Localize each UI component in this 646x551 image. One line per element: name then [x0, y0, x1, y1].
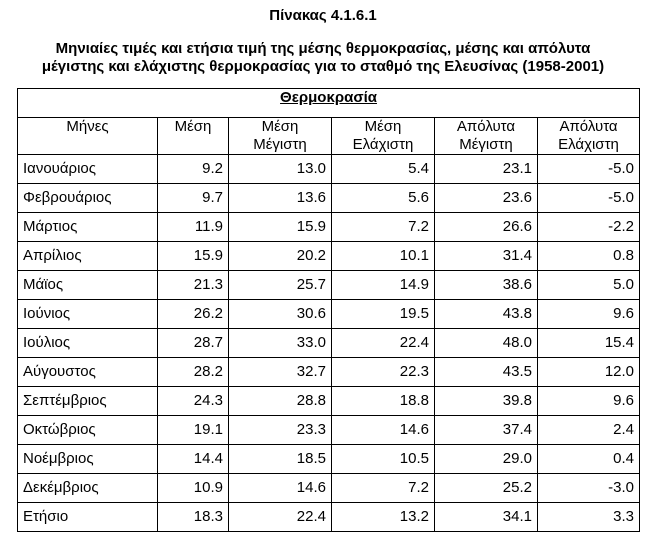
value-cell: 15.4 — [538, 329, 640, 358]
value-cell: 14.4 — [158, 445, 229, 474]
value-cell: 26.6 — [435, 213, 538, 242]
value-cell: 48.0 — [435, 329, 538, 358]
table-row — [18, 155, 640, 184]
value-cell: -2.2 — [538, 213, 640, 242]
value-cell: -5.0 — [538, 184, 640, 213]
table-row — [18, 300, 640, 329]
table-row — [18, 242, 640, 271]
column-header-line: Μέση — [364, 118, 402, 135]
value-cell: 13.6 — [229, 184, 332, 213]
table-row — [18, 445, 640, 474]
table-row — [18, 271, 640, 300]
column-header-line: Μέγιστη — [459, 136, 513, 153]
value-cell: 34.1 — [435, 503, 538, 532]
value-cell: 2.4 — [538, 416, 640, 445]
value-cell: 5.6 — [332, 184, 435, 213]
value-cell: 31.4 — [435, 242, 538, 271]
value-cell: 33.0 — [229, 329, 332, 358]
value-cell: 0.4 — [538, 445, 640, 474]
table-caption — [0, 40, 646, 76]
column-header-line: Μήνες — [66, 118, 109, 135]
table-body — [18, 155, 640, 532]
value-cell: 19.5 — [332, 300, 435, 329]
value-cell: 28.2 — [158, 358, 229, 387]
month-cell: Σεπτέμβριος — [18, 387, 158, 416]
value-cell: 10.1 — [332, 242, 435, 271]
month-cell: Φεβρουάριος — [18, 184, 158, 213]
table-row — [18, 213, 640, 242]
value-cell: 5.4 — [332, 155, 435, 184]
value-cell: 22.3 — [332, 358, 435, 387]
value-cell: 18.5 — [229, 445, 332, 474]
value-cell: 23.1 — [435, 155, 538, 184]
month-cell: Απρίλιος — [18, 242, 158, 271]
value-cell: 23.6 — [435, 184, 538, 213]
column-header — [332, 118, 435, 155]
value-cell: 21.3 — [158, 271, 229, 300]
table-row — [18, 329, 640, 358]
month-cell: Οκτώβριος — [18, 416, 158, 445]
value-cell: 15.9 — [229, 213, 332, 242]
value-cell: 19.1 — [158, 416, 229, 445]
value-cell: 22.4 — [332, 329, 435, 358]
value-cell: 9.2 — [158, 155, 229, 184]
value-cell: 29.0 — [435, 445, 538, 474]
month-cell: Δεκέμβριος — [18, 474, 158, 503]
column-header — [538, 118, 640, 155]
value-cell: 14.6 — [332, 416, 435, 445]
value-cell: 22.4 — [229, 503, 332, 532]
group-header-cell — [18, 89, 640, 118]
value-cell: 20.2 — [229, 242, 332, 271]
value-cell: 28.8 — [229, 387, 332, 416]
value-cell: 12.0 — [538, 358, 640, 387]
value-cell: 7.2 — [332, 213, 435, 242]
value-cell: 24.3 — [158, 387, 229, 416]
value-cell: 43.5 — [435, 358, 538, 387]
value-cell: 26.2 — [158, 300, 229, 329]
column-header — [229, 118, 332, 155]
table-row — [18, 184, 640, 213]
column-header-line: Απόλυτα — [456, 118, 516, 135]
column-header — [435, 118, 538, 155]
column-header — [18, 118, 158, 155]
value-cell: -5.0 — [538, 155, 640, 184]
column-header-line: Μέση — [174, 118, 212, 135]
value-cell: 38.6 — [435, 271, 538, 300]
column-header — [158, 118, 229, 155]
value-cell: 30.6 — [229, 300, 332, 329]
month-cell: Ιανουάριος — [18, 155, 158, 184]
value-cell: 23.3 — [229, 416, 332, 445]
value-cell: 25.7 — [229, 271, 332, 300]
value-cell: 13.0 — [229, 155, 332, 184]
table-row — [18, 358, 640, 387]
column-header-line: Μέση — [261, 118, 299, 135]
value-cell: 25.2 — [435, 474, 538, 503]
table-row — [18, 387, 640, 416]
month-cell: Νοέμβριος — [18, 445, 158, 474]
column-header-row — [18, 118, 640, 155]
month-cell: Αύγουστος — [18, 358, 158, 387]
column-header-line: Ελάχιστη — [558, 136, 619, 153]
caption-line-2: μέγιστης και ελάχιστης θερμοκρασίας για το σταθμό της Ελευσίνας (1958-2001) — [41, 58, 605, 75]
value-cell: 15.9 — [158, 242, 229, 271]
month-cell: Μάϊος — [18, 271, 158, 300]
value-cell: 18.8 — [332, 387, 435, 416]
value-cell: -3.0 — [538, 474, 640, 503]
value-cell: 5.0 — [538, 271, 640, 300]
group-header-label: Θερμοκρασία — [280, 89, 377, 106]
value-cell: 10.9 — [158, 474, 229, 503]
temperature-table — [17, 88, 640, 532]
value-cell: 10.5 — [332, 445, 435, 474]
month-cell: Ετήσιο — [18, 503, 158, 532]
value-cell: 9.6 — [538, 387, 640, 416]
month-cell: Μάρτιος — [18, 213, 158, 242]
value-cell: 18.3 — [158, 503, 229, 532]
column-header-line: Μέγιστη — [253, 136, 307, 153]
table-row — [18, 503, 640, 532]
value-cell: 28.7 — [158, 329, 229, 358]
column-header-line: Ελάχιστη — [352, 136, 414, 153]
value-cell: 39.8 — [435, 387, 538, 416]
value-cell: 37.4 — [435, 416, 538, 445]
table-row — [18, 416, 640, 445]
value-cell: 13.2 — [332, 503, 435, 532]
value-cell: 0.8 — [538, 242, 640, 271]
value-cell: 11.9 — [158, 213, 229, 242]
month-cell: Ιούνιος — [18, 300, 158, 329]
table-row — [18, 474, 640, 503]
column-header-line: Απόλυτα — [559, 118, 618, 135]
value-cell: 3.3 — [538, 503, 640, 532]
table-number: Πίνακας 4.1.6.1 — [269, 7, 377, 24]
value-cell: 7.2 — [332, 474, 435, 503]
group-header-row — [18, 89, 640, 118]
value-cell: 9.7 — [158, 184, 229, 213]
value-cell: 32.7 — [229, 358, 332, 387]
value-cell: 43.8 — [435, 300, 538, 329]
caption-line-1: Μηνιαίες τιμές και ετήσια τιμή της μέσης θερμοκρασίας, μέσης και απόλυτα — [55, 40, 591, 57]
value-cell: 14.6 — [229, 474, 332, 503]
value-cell: 9.6 — [538, 300, 640, 329]
month-cell: Ιούλιος — [18, 329, 158, 358]
value-cell: 14.9 — [332, 271, 435, 300]
